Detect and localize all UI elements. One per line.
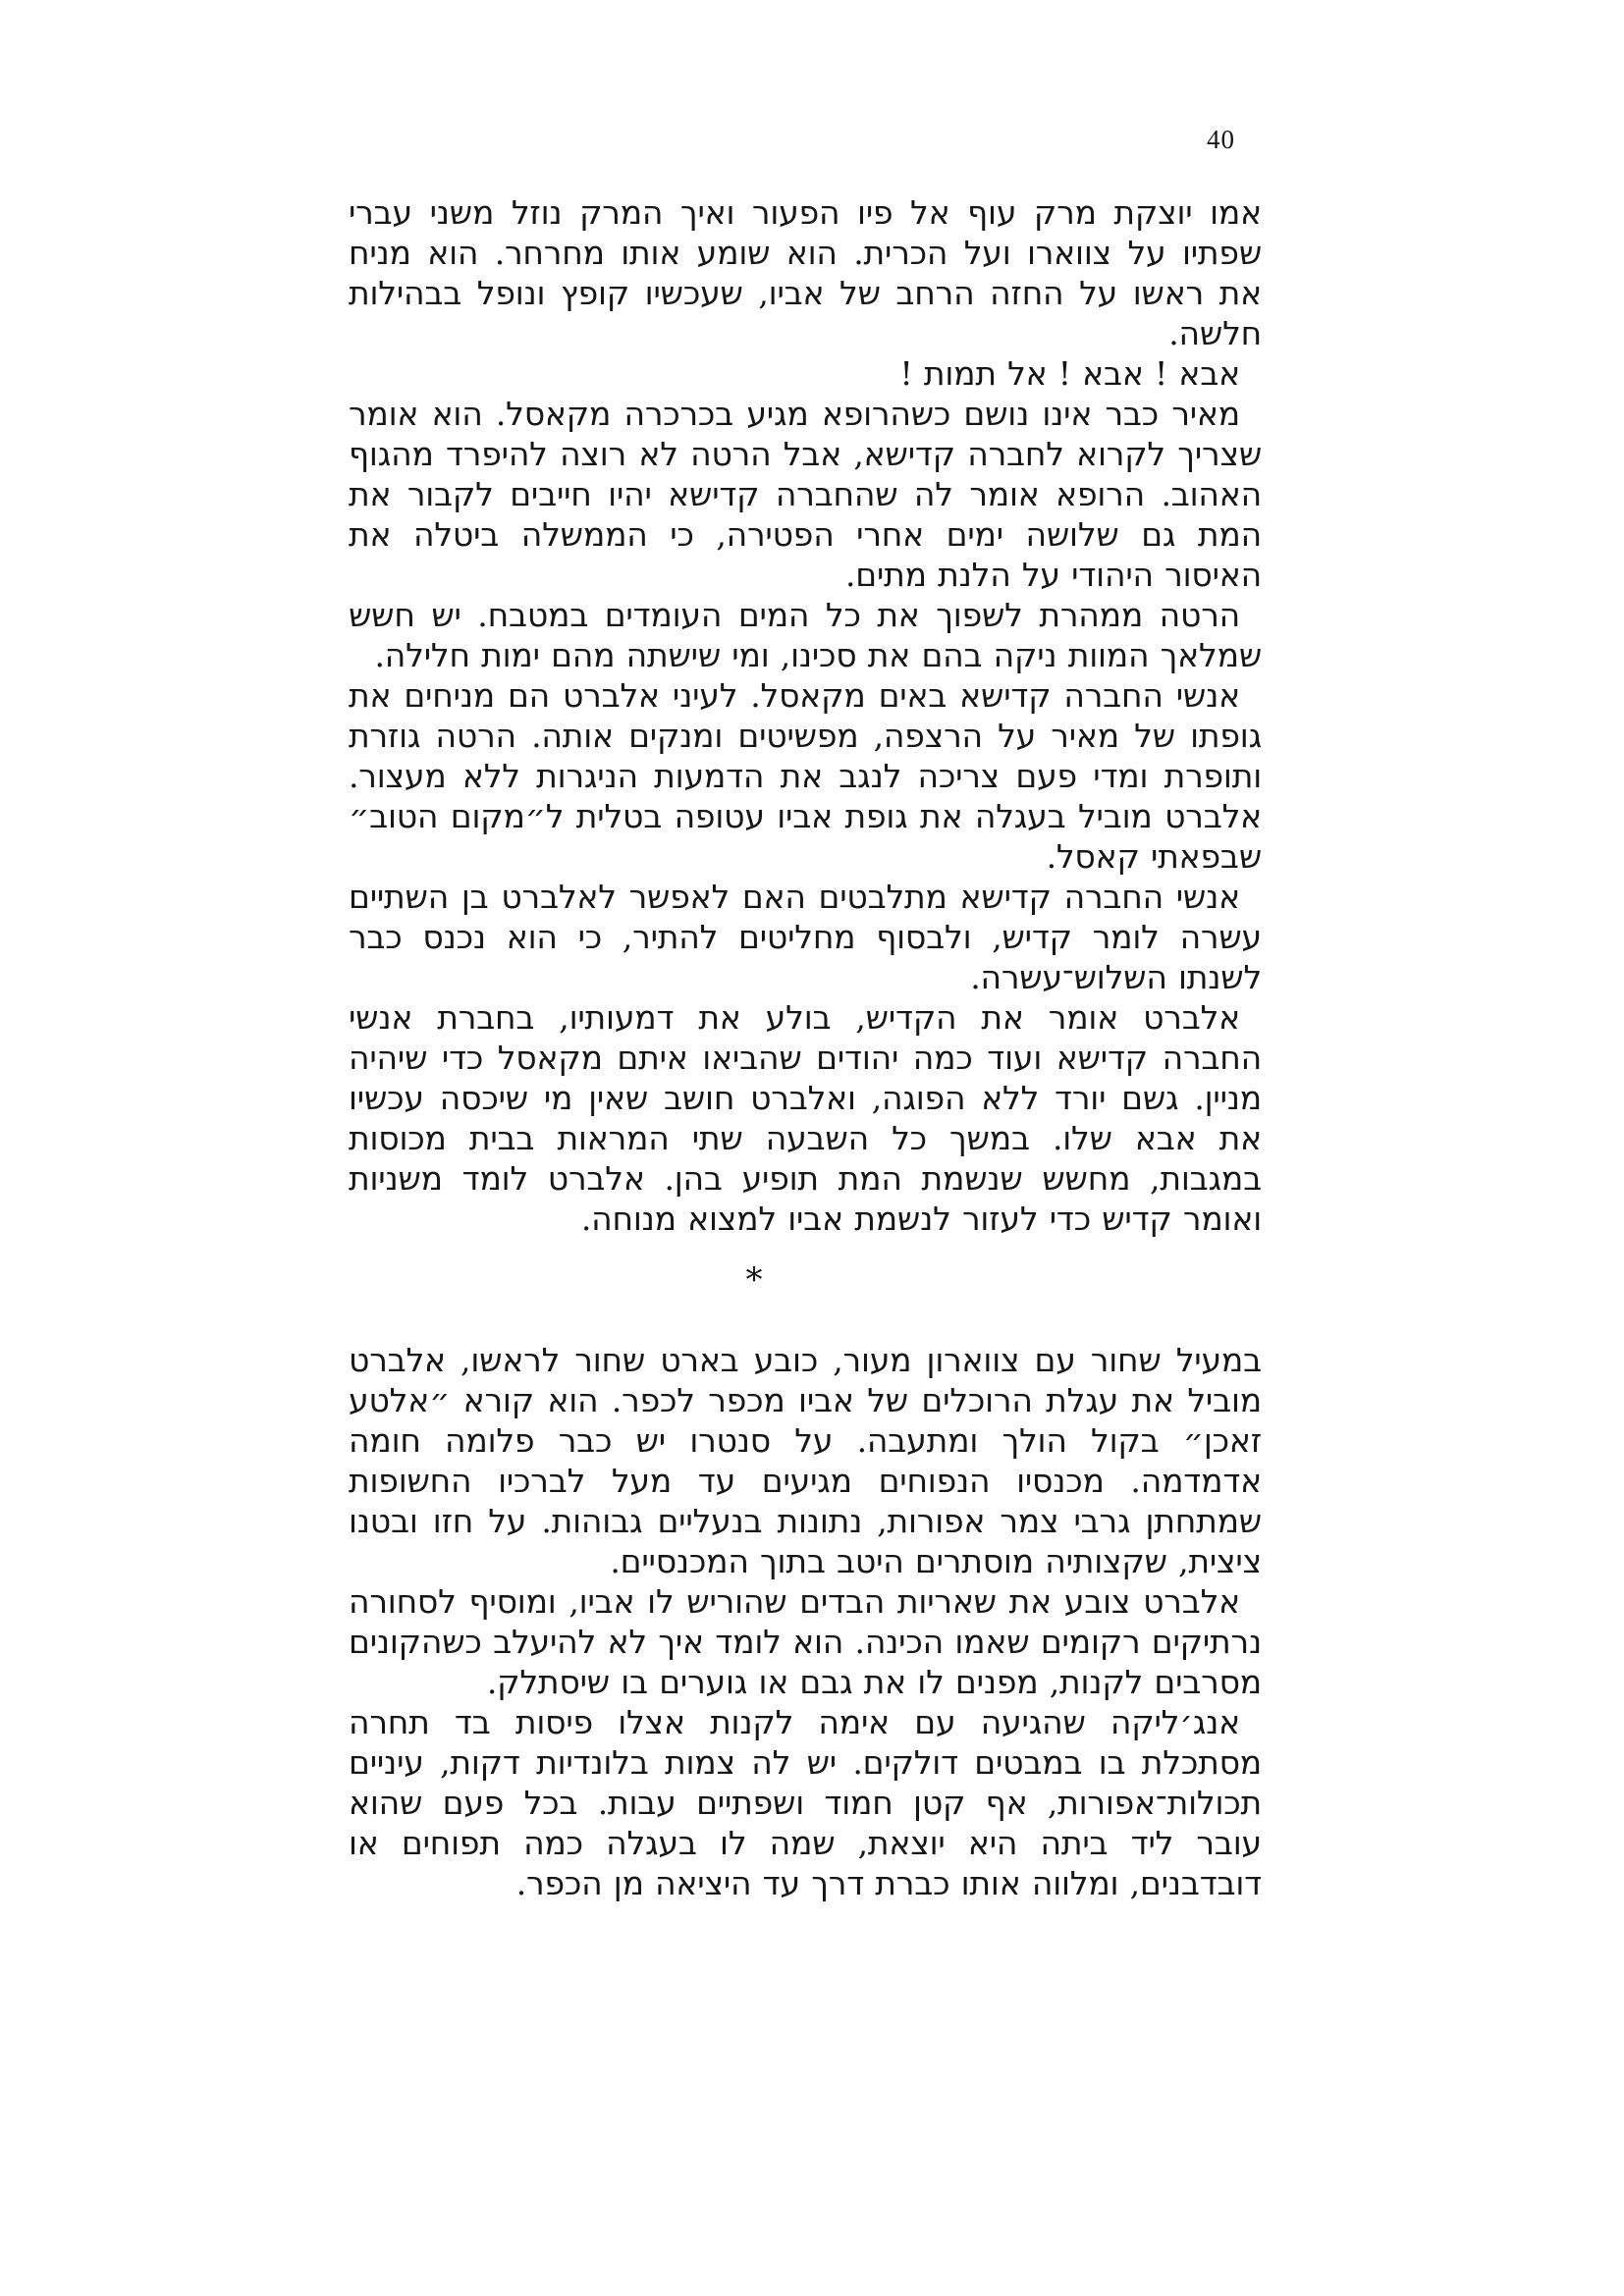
paragraph: מאיר כבר אינו נושם כשהרופא מגיע בכרכרה מקאסל. הוא אומר שצריך לקרוא לחברה קדישא, אבל הרטה לא רוצה להיפרד מהגוף האהוב. הרופא אומר לה שהחברה קדישא יהיו חייבים לקבור את המת גם שלושה ימים אחרי הפטירה, כי הממשלה ביטלה את האיסור היהודי על הלנת מתים. [349, 395, 1262, 594]
page-number: 40 [1207, 125, 1235, 154]
paragraph: אנשי החברה קדישא מתלבטים האם לאפשר לאלברט בן השתיים עשרה לומר קדיש, ולבסוף מחליטים להתיר, כי הוא נכנס כבר לשנתו השלוש־עשרה. [349, 878, 1262, 996]
text-column [349, 192, 1262, 1903]
paragraph: אנשי החברה קדישא באים מקאסל. לעיני אלברט הם מניחים את גופתו של מאיר על הרצפה, מפשיטים ומנקים אותה. הרטה גוזרת ותופרת ומדי פעם צריכה לנגב את הדמעות הניגרות ללא מעצור. אלברט מוביל בעגלה את גופת אביו עטופה בטלית ל״מקום הטוב״ שבפאתי קאסל. [349, 676, 1262, 876]
section-separator: * [745, 1260, 763, 1300]
paragraph: אלברט צובע את שאריות הבדים שהוריש לו אביו, ומוסיף לסחורה נרתיקים רקומים שאמו הכינה. הוא לומד איך לא להיעלב כשהקונים מסרבים לקנות, מפנים לו את גבם או גוערים בו שיסתלק. [349, 1582, 1262, 1701]
paragraph: אנג׳ליקה שהגיעה עם אימה לקנות אצלו פיסות בד תחרה מסתכלת בו במבטים דולקים. יש לה צמות בלונדיות דקות, עיניים תכולות־אפורות, אף קטן חמוד ושפתיים עבות. בכל פעם שהוא עובר ליד ביתה היא יוצאת, שמה לו בעגלה כמה תפוחים או דובדבנים, ומלווה אותו כברת דרך עד היציאה מן הכפר. [349, 1703, 1262, 1902]
paragraph: הרטה ממהרת לשפוך את כל המים העומדים במטבח. יש חשש שמלאך המוות ניקה בהם את סכינו, ומי שישתה מהם ימות חלילה. [349, 596, 1262, 674]
paragraph: אלברט אומר את הקדיש, בולע את דמעותיו, בחברת אנשי החברה קדישא ועוד כמה יהודים שהביאו איתם מקאסל כדי שיהיה מניין. גשם יורד ללא הפוגה, ואלברט חושב שאין מי שיכסה עכשיו את אבא שלו. במשך כל השבעה שתי המראות בבית מכוסות במגבות, מחשש שנשמת המת תופיע בהן. אלברט לומד משניות ואומר קדיש כדי לעזור לנשמת אביו למצוא מנוחה. [349, 998, 1262, 1238]
paragraph: במעיל שחור עם צווארון מעור, כובע בארט שחור לראשו, אלברט מוביל את עגלת הרוכלים של אביו מכפר לכפר. הוא קורא ״אלטע זאכן״ בקול הולך ומתעבה. על סנטרו יש כבר פלומה חומה אדמדמה. מכנסיו הנפוחים מגיעים עד מעל לברכיו החשופות שמתחתן גרבי צמר אפורות, נתונות בנעליים גבוהות. על חזו ובטנו ציצית, שקצותיה מוסתרים היטב בתוך המכנסיים. [349, 1341, 1262, 1580]
paragraph: אמו יוצקת מרק עוף אל פיו הפעור ואיך המרק נוזל משני עברי שפתיו על צווארו ועל הכרית. הוא שומע אותו מחרחר. הוא מניח את ראשו על החזה הרחב של אביו, שעכשיו קופץ ונופל בבהילות חלשה. [349, 193, 1262, 352]
paragraph: אבא ! אבא ! אל תמות ! [899, 354, 1240, 393]
